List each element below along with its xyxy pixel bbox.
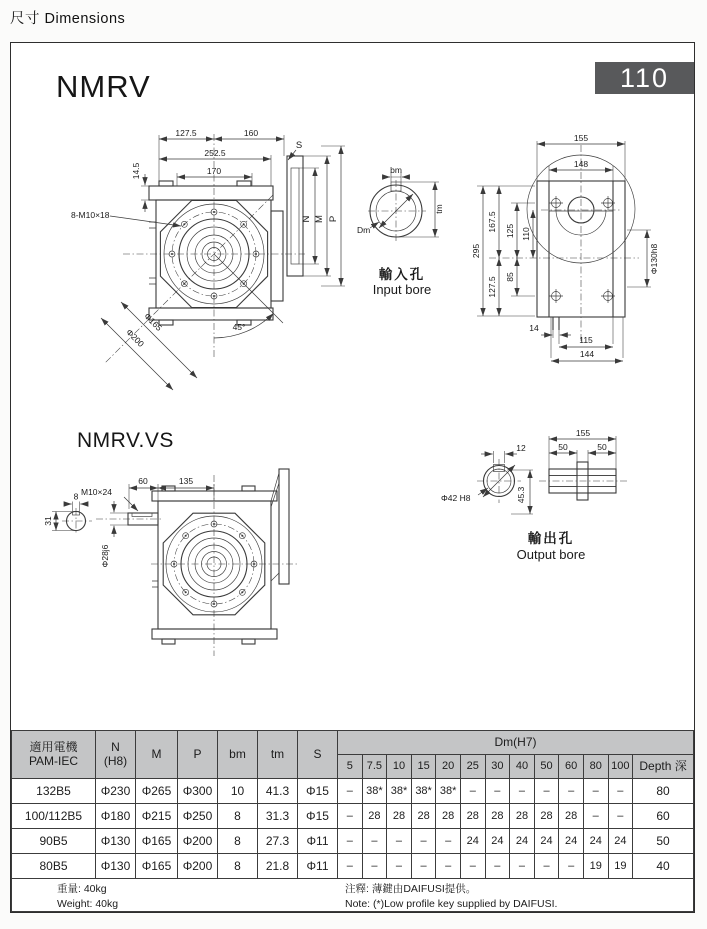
table-body <box>12 779 694 879</box>
dim-60: 60 <box>138 476 148 486</box>
cell-s: Φ15 <box>298 804 338 829</box>
cell-motor: 100/112B5 <box>12 804 96 829</box>
dim-170: 170 <box>206 166 222 176</box>
angle-45: 45° <box>232 322 246 332</box>
input-bore-caption-en: Input bore <box>372 282 432 297</box>
col-header-motor: 適用電機 PAM-IEC <box>12 731 96 779</box>
dim-115: 115 <box>579 335 593 345</box>
table-row <box>12 829 694 854</box>
dim-8: 8 <box>73 491 79 502</box>
input-bore-caption-zh: 輸入孔 <box>378 267 426 282</box>
cell-s: Φ11 <box>298 829 338 854</box>
col-header-tm: tm <box>258 731 298 779</box>
model-vs-name: NMRV.VS <box>77 429 174 452</box>
dim-155-shaft: 155 <box>575 428 591 438</box>
col-header-dm-20: 20 <box>436 755 461 779</box>
cell-tm: 27.3 <box>258 829 298 854</box>
col-header-p: P <box>178 731 218 779</box>
cell-dm: 24 <box>559 829 584 854</box>
size-badge: 110 <box>595 62 694 94</box>
cell-dm: – <box>436 829 461 854</box>
dimension-table <box>11 730 694 912</box>
nmrv-front-view-drawing <box>71 126 361 391</box>
dim-252-5: 252.5 <box>204 148 226 158</box>
bolt-callout: 8-M10×18 <box>71 210 110 220</box>
cell-dm: – <box>534 854 559 879</box>
cell-motor: 80B5 <box>12 854 96 879</box>
table-header-row-1 <box>12 731 694 755</box>
col-header-dm-15: 15 <box>411 755 436 779</box>
col-header-dm-80: 80 <box>583 755 608 779</box>
dim-125: 125 <box>505 223 515 239</box>
table-footer-row <box>12 879 694 912</box>
col-header-n: N (H8) <box>96 731 136 779</box>
cell-n: Φ130 <box>96 829 136 854</box>
cell-dm: 38* <box>387 779 412 804</box>
dim-127-5: 127.5 <box>487 276 497 298</box>
cell-dm: – <box>460 854 485 879</box>
cell-bm: 8 <box>218 829 258 854</box>
cell-dm: – <box>338 829 363 854</box>
cell-dm: – <box>583 779 608 804</box>
cell-dm: – <box>510 854 535 879</box>
label-s: S <box>295 140 303 151</box>
cell-dm: – <box>338 854 363 879</box>
dim-160: 160 <box>243 128 259 138</box>
page-title: 尺寸 Dimensions <box>10 11 126 27</box>
cell-depth: 40 <box>633 854 694 879</box>
model-name: NMRV <box>56 69 151 104</box>
cell-dm: – <box>559 854 584 879</box>
col-header-dm-50: 50 <box>534 755 559 779</box>
dia-42h8: Φ42 H8 <box>441 493 471 503</box>
cell-m: Φ215 <box>136 804 178 829</box>
cell-dm: – <box>460 779 485 804</box>
key-callout: M10×24 <box>81 487 112 497</box>
output-bore-caption-zh: 輸出孔 <box>527 531 575 546</box>
col-header-dm-10: 10 <box>387 755 412 779</box>
dim-148: 148 <box>573 159 589 169</box>
dim-295: 295 <box>471 243 481 259</box>
nmrv-side-view-drawing <box>471 131 695 366</box>
cell-dm: 38* <box>436 779 461 804</box>
label-bm: bm <box>390 165 402 175</box>
dim-12: 12 <box>516 443 526 453</box>
cell-dm: – <box>485 779 510 804</box>
cell-dm: 24 <box>485 829 510 854</box>
weight-note: 重量: 40kg Weight: 40kg <box>57 883 119 911</box>
cell-dm: – <box>534 779 559 804</box>
col-header-dm-30: 30 <box>485 755 510 779</box>
cell-n: Φ180 <box>96 804 136 829</box>
cell-dm: – <box>411 829 436 854</box>
col-header-s: S <box>298 731 338 779</box>
cell-dm: – <box>608 779 633 804</box>
output-bore-drawing <box>431 429 671 601</box>
dim-135: 135 <box>178 476 194 486</box>
input-bore-drawing <box>356 166 461 301</box>
cell-dm: – <box>387 829 412 854</box>
cell-dm: 28 <box>411 804 436 829</box>
cell-p: Φ300 <box>178 779 218 804</box>
table-row <box>12 804 694 829</box>
cell-dm: 38* <box>362 779 387 804</box>
cell-dm: 28 <box>436 804 461 829</box>
dim-14-5: 14.5 <box>131 162 141 180</box>
dia-28j6: Φ28j6 <box>100 544 110 568</box>
output-bore-caption-en: Output bore <box>516 547 586 562</box>
dia-130h8: Φ130h8 <box>649 243 659 275</box>
cell-p: Φ250 <box>178 804 218 829</box>
nmrv-vs-front-view-drawing <box>26 461 351 661</box>
col-header-dm-60: 60 <box>559 755 584 779</box>
label-n: N <box>301 215 312 223</box>
col-header-dm-group: Dm(H7) <box>338 731 694 755</box>
dim-110: 110 <box>521 227 531 241</box>
cell-m: Φ165 <box>136 829 178 854</box>
dim-127-5: 127.5 <box>175 128 197 138</box>
label-m: M <box>314 215 325 223</box>
col-header-dm-25: 25 <box>460 755 485 779</box>
cell-dm: – <box>436 854 461 879</box>
cell-motor: 132B5 <box>12 779 96 804</box>
cell-n: Φ230 <box>96 779 136 804</box>
output-shaft-section <box>539 462 627 500</box>
cell-dm: 28 <box>485 804 510 829</box>
col-header-dm-40: 40 <box>510 755 535 779</box>
dim-50-right: 50 <box>597 442 607 452</box>
cell-dm: 24 <box>510 829 535 854</box>
cell-tm: 21.8 <box>258 854 298 879</box>
cell-dm: 24 <box>608 829 633 854</box>
cell-dm: 24 <box>460 829 485 854</box>
cell-dm: – <box>362 854 387 879</box>
cell-dm: 28 <box>559 804 584 829</box>
cell-dm: 28 <box>510 804 535 829</box>
dim-144: 144 <box>579 349 595 359</box>
vs-input-shaft <box>62 508 162 535</box>
cell-dm: 28 <box>362 804 387 829</box>
output-bore-section <box>477 459 521 503</box>
cell-dm: – <box>338 779 363 804</box>
cell-dm: 28 <box>387 804 412 829</box>
cell-dm: – <box>559 779 584 804</box>
cell-tm: 41.3 <box>258 779 298 804</box>
dia-200: Φ200 <box>124 326 147 349</box>
cell-bm: 8 <box>218 804 258 829</box>
dim-31: 31 <box>43 516 53 526</box>
col-header-depth: Depth 深 <box>633 755 694 779</box>
cell-s: Φ15 <box>298 779 338 804</box>
col-header-bm: bm <box>218 731 258 779</box>
cell-dm: 28 <box>460 804 485 829</box>
cell-depth: 80 <box>633 779 694 804</box>
cell-tm: 31.3 <box>258 804 298 829</box>
cell-depth: 60 <box>633 804 694 829</box>
col-header-dm-7.5: 7.5 <box>362 755 387 779</box>
cell-m: Φ265 <box>136 779 178 804</box>
cell-p: Φ200 <box>178 854 218 879</box>
cell-dm: – <box>510 779 535 804</box>
cell-dm: – <box>583 804 608 829</box>
cell-bm: 10 <box>218 779 258 804</box>
dim-14: 14 <box>529 323 539 333</box>
cell-dm: 28 <box>534 804 559 829</box>
col-header-dm-100: 100 <box>608 755 633 779</box>
label-p: P <box>328 215 339 223</box>
label-tm: tm <box>434 204 444 214</box>
cell-dm: 19 <box>608 854 633 879</box>
flange-bolt-holes <box>549 196 615 303</box>
cell-dm: 24 <box>583 829 608 854</box>
dim-155: 155 <box>573 133 589 143</box>
dimension-table-wrap <box>11 730 694 912</box>
cell-dm: – <box>411 854 436 879</box>
page-frame <box>10 42 695 913</box>
cell-bm: 8 <box>218 854 258 879</box>
cell-dm: 19 <box>583 854 608 879</box>
col-header-dm-5: 5 <box>338 755 363 779</box>
cell-n: Φ130 <box>96 854 136 879</box>
dim-45-3: 45.3 <box>516 486 526 504</box>
dim-50-left: 50 <box>558 442 568 452</box>
dim-85: 85 <box>505 272 515 282</box>
cell-dm: 24 <box>534 829 559 854</box>
cell-dm: 38* <box>411 779 436 804</box>
vs-housing-outline <box>152 469 289 644</box>
label-dm: Dm <box>357 225 371 235</box>
cell-dm: – <box>387 854 412 879</box>
cell-s: Φ11 <box>298 854 338 879</box>
cell-dm: – <box>485 854 510 879</box>
dim-167-5: 167.5 <box>487 211 497 233</box>
cell-p: Φ200 <box>178 829 218 854</box>
col-header-m: M <box>136 731 178 779</box>
cell-m: Φ165 <box>136 854 178 879</box>
cell-depth: 50 <box>633 829 694 854</box>
table-row <box>12 854 694 879</box>
dia-165: Φ165 <box>142 310 165 333</box>
key-note: 注釋: 薄鍵由DAIFUSI提供。 Note: (*)Low profile key supplied by DAIFUSI. <box>345 883 558 911</box>
cell-motor: 90B5 <box>12 829 96 854</box>
table-row <box>12 779 694 804</box>
cell-dm: – <box>338 804 363 829</box>
cell-dm: – <box>608 804 633 829</box>
cell-dm: – <box>362 829 387 854</box>
housing-outline <box>149 156 303 325</box>
